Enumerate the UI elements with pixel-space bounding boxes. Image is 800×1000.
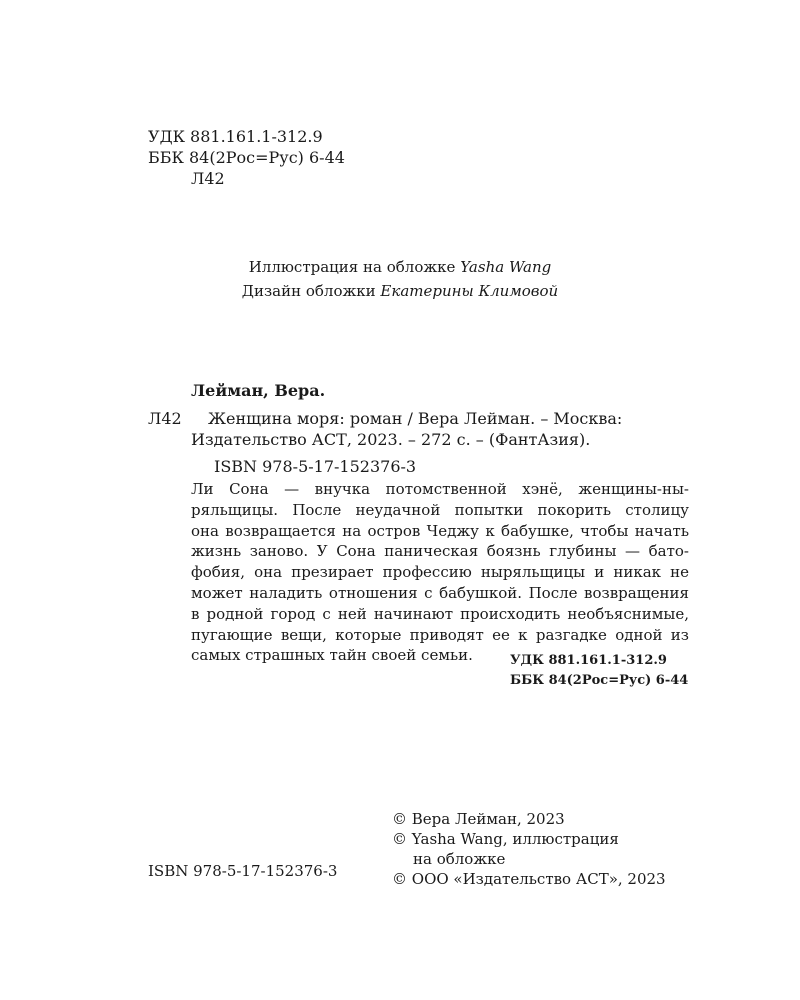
annotation-line: жизнь заново. У Сона паническая боязнь глубины — бато- [191, 542, 689, 561]
design-credit-prefix: Дизайн обложки [241, 282, 381, 300]
bbk-code: ББК 84(2Рос=Рус) 6-44 [148, 148, 345, 167]
bib-line-2: Издательство АСТ, 2023. – 272 с. – (ФантАзия). [191, 430, 591, 449]
bbk-code-bottom: ББК 84(2Рос=Рус) 6-44 [510, 673, 689, 688]
designer-name: Екатерины Климовой [380, 282, 559, 300]
copyright-author: © Вера Лейман, 2023 [392, 810, 565, 828]
annotation-line: в родной город с ней начинают происходить необъяснимые, [191, 604, 689, 623]
bib-isbn: ISBN 978-5-17-152376-3 [214, 457, 417, 476]
copyright-block [392, 809, 666, 889]
classification-block-bottom [510, 651, 688, 691]
classification-block-top [148, 126, 345, 189]
bib-author: Лейман, Вера. [191, 381, 326, 400]
bib-author-mark: Л42 [148, 409, 182, 428]
cover-credits [0, 255, 800, 303]
author-mark: Л42 [191, 169, 225, 188]
copyright-publisher: © ООО «Издательство АСТ», 2023 [392, 870, 666, 888]
udk-code: УДК 881.161.1-312.9 [148, 127, 323, 146]
design-credit [0, 279, 800, 303]
annotation-line: пугающие вещи, которые приводят ее к разгадке одной из [191, 625, 689, 644]
illustration-credit-prefix: Иллюстрация на обложке [248, 258, 461, 276]
bib-description [191, 408, 622, 450]
illustration-credit [0, 255, 800, 279]
annotation-line: ряльщицы. После неудачной попытки покорить столицу [191, 500, 689, 519]
illustrator-name: Yasha Wang [460, 258, 552, 276]
annotation-line: самых страшных тайн своей семьи. [191, 646, 473, 665]
bib-line-1: Женщина моря: роман / Вера Лейман. – Москва: [208, 409, 623, 428]
annotation [191, 479, 689, 666]
annotation-line: она возвращается на остров Чеджу к бабушке, чтобы начать [191, 521, 689, 540]
copyright-illustration-cont: на обложке [413, 850, 506, 868]
annotation-line: может наладить отношения с бабушкой. После возвращения [191, 583, 689, 602]
udk-code-bottom: УДК 881.161.1-312.9 [510, 653, 667, 668]
annotation-line: фобия, она презирает профессию ныряльщицы и никак не [191, 563, 689, 582]
isbn-bottom: ISBN 978-5-17-152376-3 [148, 862, 338, 880]
annotation-line: Ли Сона — внучка потомственной хэнё, женщины-ны- [191, 480, 689, 498]
copyright-illustration: © Yasha Wang, иллюстрация [392, 830, 619, 848]
